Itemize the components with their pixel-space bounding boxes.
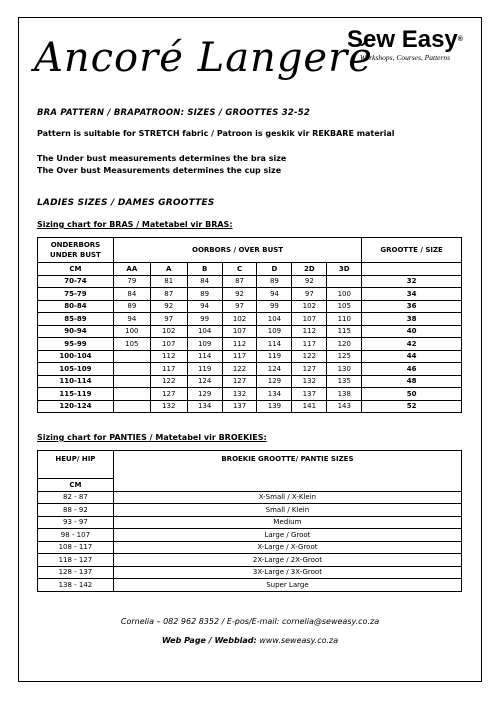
over-bust-value: 97	[222, 300, 257, 313]
pantie-size: X-Small / X-Klein	[113, 491, 461, 504]
over-bust-value: 114	[187, 350, 222, 363]
over-bust-note: The Over bust Measurements determines the cup size	[37, 166, 282, 175]
under-bust-range: 120-124	[38, 400, 114, 413]
over-bust-value: 97	[292, 288, 327, 301]
bra-size-value: 34	[362, 288, 462, 301]
bra-table-row	[38, 350, 462, 363]
pantie-size-header: BROEKIE GROOTTE/ PANTIE SIZES	[113, 451, 461, 492]
over-bust-value: 94	[257, 288, 292, 301]
over-bust-value: 132	[150, 400, 187, 413]
over-bust-value: 114	[257, 338, 292, 351]
over-bust-value: 105	[327, 300, 362, 313]
over-bust-value: 107	[222, 325, 257, 338]
over-bust-value: 129	[187, 388, 222, 401]
over-bust-value: 109	[257, 325, 292, 338]
over-bust-value: 102	[222, 313, 257, 326]
bra-table-row	[38, 400, 462, 413]
over-bust-value: 109	[187, 338, 222, 351]
over-bust-value: 134	[187, 400, 222, 413]
bra-table-row	[38, 313, 462, 326]
hip-range: 138 - 142	[38, 579, 114, 592]
under-bust-range: 90-94	[38, 325, 114, 338]
over-bust-value: 97	[150, 313, 187, 326]
ancore-langere-logo: Ancoré Langeré	[34, 35, 373, 81]
ladies-sizes-heading: LADIES SIZES / DAMES GROOTTES	[37, 198, 215, 208]
hip-range: 118 - 127	[38, 554, 114, 567]
over-bust-value: 112	[222, 338, 257, 351]
over-bust-value: 102	[150, 325, 187, 338]
size-header: GROOTTE / SIZE	[362, 238, 462, 263]
panty-table-row	[38, 491, 462, 504]
size-header-blank	[362, 263, 462, 276]
bra-size-value: 44	[362, 350, 462, 363]
under-bust-range: 115-119	[38, 388, 114, 401]
under-bust-range: 110-114	[38, 375, 114, 388]
over-bust-value: 125	[327, 350, 362, 363]
over-bust-value: 132	[292, 375, 327, 388]
under-bust-range: 85-89	[38, 313, 114, 326]
over-bust-value: 115	[327, 325, 362, 338]
under-bust-range: 80-84	[38, 300, 114, 313]
over-bust-value: 137	[292, 388, 327, 401]
cup-header: AA	[113, 263, 150, 276]
over-bust-value: 120	[327, 338, 362, 351]
brand-tagline: Workshops, Courses, Patterns	[359, 53, 451, 62]
over-bust-value: 89	[187, 288, 222, 301]
panty-chart-title: Sizing chart for PANTIES / Matetabel vir BROEKIES:	[37, 433, 267, 442]
cup-header: 2D	[292, 263, 327, 276]
over-bust-value	[113, 350, 150, 363]
over-bust-value: 87	[150, 288, 187, 301]
over-bust-value: 127	[150, 388, 187, 401]
under-bust-range: 105-109	[38, 363, 114, 376]
under-bust-range: 70-74	[38, 275, 114, 288]
bra-table-row	[38, 275, 462, 288]
hip-range: 98 - 107	[38, 529, 114, 542]
hip-range: 82 - 87	[38, 491, 114, 504]
cup-header: A	[150, 263, 187, 276]
pantie-size: Medium	[113, 516, 461, 529]
over-bust-value: 99	[257, 300, 292, 313]
over-bust-value: 107	[292, 313, 327, 326]
under-bust-range: 75-79	[38, 288, 114, 301]
panty-table-row	[38, 554, 462, 567]
registered-mark: ®	[457, 36, 463, 43]
over-bust-value: 135	[327, 375, 362, 388]
over-bust-value: 132	[222, 388, 257, 401]
over-bust-value: 92	[150, 300, 187, 313]
over-bust-value: 89	[113, 300, 150, 313]
over-bust-value	[113, 388, 150, 401]
bra-table-row	[38, 363, 462, 376]
over-bust-value	[113, 375, 150, 388]
pantie-size: Small / Klein	[113, 504, 461, 517]
bra-size-value: 32	[362, 275, 462, 288]
bra-size-value: 48	[362, 375, 462, 388]
fabric-note: Pattern is suitable for STRETCH fabric / Patroon is geskik vir REKBARE material	[37, 129, 395, 138]
unit-header: CM	[38, 263, 114, 276]
over-bust-value: 99	[187, 313, 222, 326]
over-bust-value: 81	[150, 275, 187, 288]
over-bust-value: 107	[150, 338, 187, 351]
bra-table-row	[38, 288, 462, 301]
bra-table-row	[38, 325, 462, 338]
over-bust-value: 94	[113, 313, 150, 326]
panty-table-row	[38, 504, 462, 517]
hip-range: 88 - 92	[38, 504, 114, 517]
over-bust-value: 122	[150, 375, 187, 388]
over-bust-value: 129	[257, 375, 292, 388]
hip-range: 93 - 97	[38, 516, 114, 529]
over-bust-value: 92	[292, 275, 327, 288]
hip-header: HEUP/ HIP	[38, 451, 114, 479]
over-bust-value: 124	[187, 375, 222, 388]
over-bust-value: 127	[292, 363, 327, 376]
over-bust-value: 117	[222, 350, 257, 363]
under-bust-range: 95-99	[38, 338, 114, 351]
hip-range: 128 - 137	[38, 566, 114, 579]
over-bust-value: 84	[187, 275, 222, 288]
cup-header: B	[187, 263, 222, 276]
over-bust-value: 117	[150, 363, 187, 376]
pantie-size: X-Large / X-Groot	[113, 541, 461, 554]
over-bust-value: 138	[327, 388, 362, 401]
over-bust-value: 139	[257, 400, 292, 413]
panty-table-row	[38, 516, 462, 529]
bra-size-value: 38	[362, 313, 462, 326]
bra-sizing-table	[37, 237, 462, 413]
over-bust-value: 143	[327, 400, 362, 413]
panty-table-row	[38, 566, 462, 579]
panty-table-row	[38, 579, 462, 592]
panty-table-body	[38, 451, 462, 592]
cup-header: 3D	[327, 263, 362, 276]
over-bust-header: OORBORS / OVER BUST	[113, 238, 361, 263]
over-bust-value: 94	[187, 300, 222, 313]
over-bust-value: 89	[257, 275, 292, 288]
over-bust-value: 127	[222, 375, 257, 388]
over-bust-value: 130	[327, 363, 362, 376]
web-url[interactable]: www.seweasy.co.za	[259, 636, 339, 645]
cup-header: D	[257, 263, 292, 276]
over-bust-value: 100	[113, 325, 150, 338]
over-bust-value: 104	[257, 313, 292, 326]
over-bust-value	[113, 363, 150, 376]
over-bust-value: 92	[222, 288, 257, 301]
under-bust-note: The Under bust measurements determines the bra size	[37, 154, 287, 163]
bra-size-value: 36	[362, 300, 462, 313]
hip-range: 108 - 117	[38, 541, 114, 554]
under-bust-range: 100-104	[38, 350, 114, 363]
over-bust-value: 119	[187, 363, 222, 376]
pantie-size: 3X-Large / 3X-Groot	[113, 566, 461, 579]
over-bust-value: 102	[292, 300, 327, 313]
pantie-size: 2X-Large / 2X-Groot	[113, 554, 461, 567]
over-bust-value: 134	[257, 388, 292, 401]
sew-easy-brand	[344, 26, 466, 62]
bra-pattern-heading: BRA PATTERN / BRAPATROON: SIZES / GROOTTES 32-52	[37, 108, 310, 118]
over-bust-value: 124	[257, 363, 292, 376]
over-bust-value: 79	[113, 275, 150, 288]
bra-size-value: 50	[362, 388, 462, 401]
bra-size-value: 42	[362, 338, 462, 351]
brand-name: Sew Easy®	[347, 26, 463, 53]
over-bust-value: 112	[150, 350, 187, 363]
under-bust-header: ONDERBORS UNDER BUST	[38, 238, 114, 263]
panty-sizing-table	[37, 450, 462, 592]
bra-table-row	[38, 375, 462, 388]
web-label: Web Page / Webblad:	[161, 636, 257, 645]
over-bust-value: 112	[292, 325, 327, 338]
over-bust-value: 119	[257, 350, 292, 363]
bra-size-value: 52	[362, 400, 462, 413]
over-bust-value	[327, 275, 362, 288]
web-line	[0, 636, 500, 645]
pantie-size: Large / Groot	[113, 529, 461, 542]
bra-size-value: 46	[362, 363, 462, 376]
bra-table-row	[38, 388, 462, 401]
over-bust-value: 87	[222, 275, 257, 288]
over-bust-value: 141	[292, 400, 327, 413]
panty-table-row	[38, 529, 462, 542]
over-bust-value: 104	[187, 325, 222, 338]
bra-table-row	[38, 300, 462, 313]
over-bust-value: 105	[113, 338, 150, 351]
over-bust-value: 110	[327, 313, 362, 326]
pantie-size: Super Large	[113, 579, 461, 592]
bra-table-body	[38, 275, 462, 413]
contact-line: Cornelia – 082 962 8352 / E-pos/E-mail: cornelia@seweasy.co.za	[120, 617, 380, 626]
hip-unit-header: CM	[38, 479, 114, 492]
over-bust-value: 117	[292, 338, 327, 351]
bra-chart-title: Sizing chart for BRAS / Matetabel vir BRAS:	[37, 220, 233, 229]
panty-table-row	[38, 541, 462, 554]
bra-table-row	[38, 338, 462, 351]
over-bust-value: 100	[327, 288, 362, 301]
over-bust-value: 122	[292, 350, 327, 363]
bra-size-value: 40	[362, 325, 462, 338]
over-bust-value: 137	[222, 400, 257, 413]
cup-header: C	[222, 263, 257, 276]
over-bust-value: 122	[222, 363, 257, 376]
over-bust-value: 84	[113, 288, 150, 301]
over-bust-value	[113, 400, 150, 413]
